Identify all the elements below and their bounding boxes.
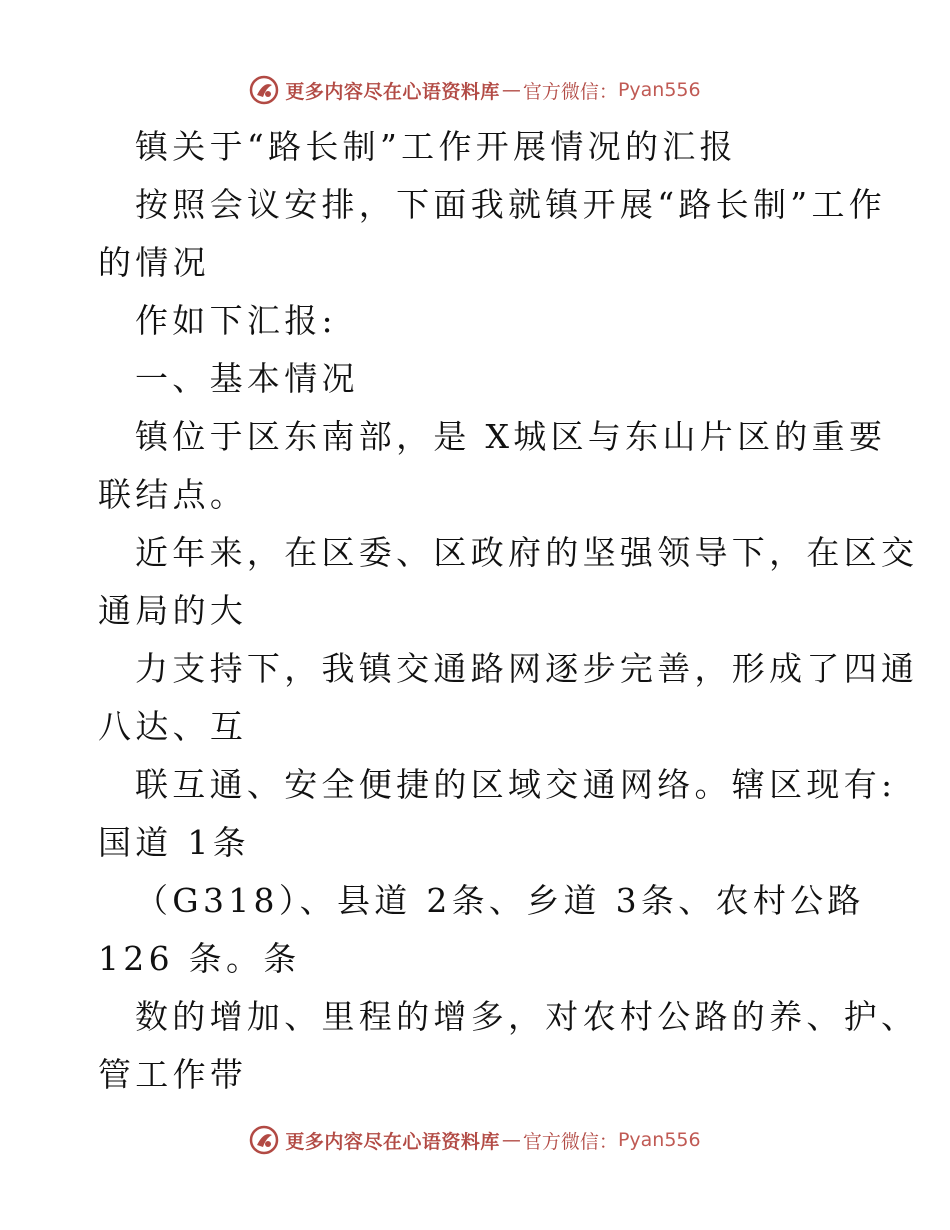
- watermark-wechat-id: Pyan556: [617, 79, 701, 101]
- section-heading: 一、基本情况: [135, 359, 359, 398]
- paragraph-line: 数的增加、里程的增多，对农村公路的养、护、: [135, 997, 919, 1036]
- paragraph-line: 联互通、安全便捷的区域交通网络。辖区现有:: [135, 765, 897, 804]
- paragraph-line: 的情况: [98, 243, 210, 282]
- paragraph-line: 联结点。: [98, 475, 248, 514]
- watermark-brand: 更多内容尽在心语资料库: [285, 1130, 500, 1153]
- document-title: 镇关于“路长制”工作开展情况的汇报: [135, 127, 737, 166]
- watermark-brand: 更多内容尽在心语资料库: [285, 80, 500, 103]
- paragraph-line: 国道 1条: [98, 823, 250, 862]
- watermark-separator: —: [501, 79, 521, 101]
- paragraph-line: 镇位于区东南部，是 X城区与东山片区的重要: [135, 417, 887, 456]
- paragraph-line: 八达、互: [98, 707, 248, 746]
- footer-watermark: [0, 1120, 950, 1160]
- paragraph-line: 近年来，在区委、区政府的坚强领导下，在区交: [135, 533, 919, 572]
- paragraph-line: 作如下汇报:: [135, 301, 337, 340]
- brand-logo-icon: [249, 1125, 279, 1155]
- paragraph-line: 通局的大: [98, 591, 248, 630]
- paragraph-line: （G318）、县道 2条、乡道 3条、农村公路: [135, 881, 865, 920]
- watermark-wechat-id: Pyan556: [617, 1129, 701, 1151]
- header-watermark: [0, 70, 950, 110]
- paragraph-line: 按照会议安排，下面我就镇开展“路长制”工作: [135, 185, 887, 224]
- paragraph-line: 126 条。条: [98, 939, 301, 978]
- brand-logo-icon: [249, 75, 279, 105]
- watermark-separator: —: [501, 1129, 521, 1151]
- paragraph-line: 力支持下，我镇交通路网逐步完善，形成了四通: [135, 649, 919, 688]
- paragraph-line: 管工作带: [98, 1055, 248, 1094]
- watermark-wechat-label: 官方微信：: [522, 1130, 618, 1153]
- watermark-wechat-label: 官方微信：: [522, 80, 618, 103]
